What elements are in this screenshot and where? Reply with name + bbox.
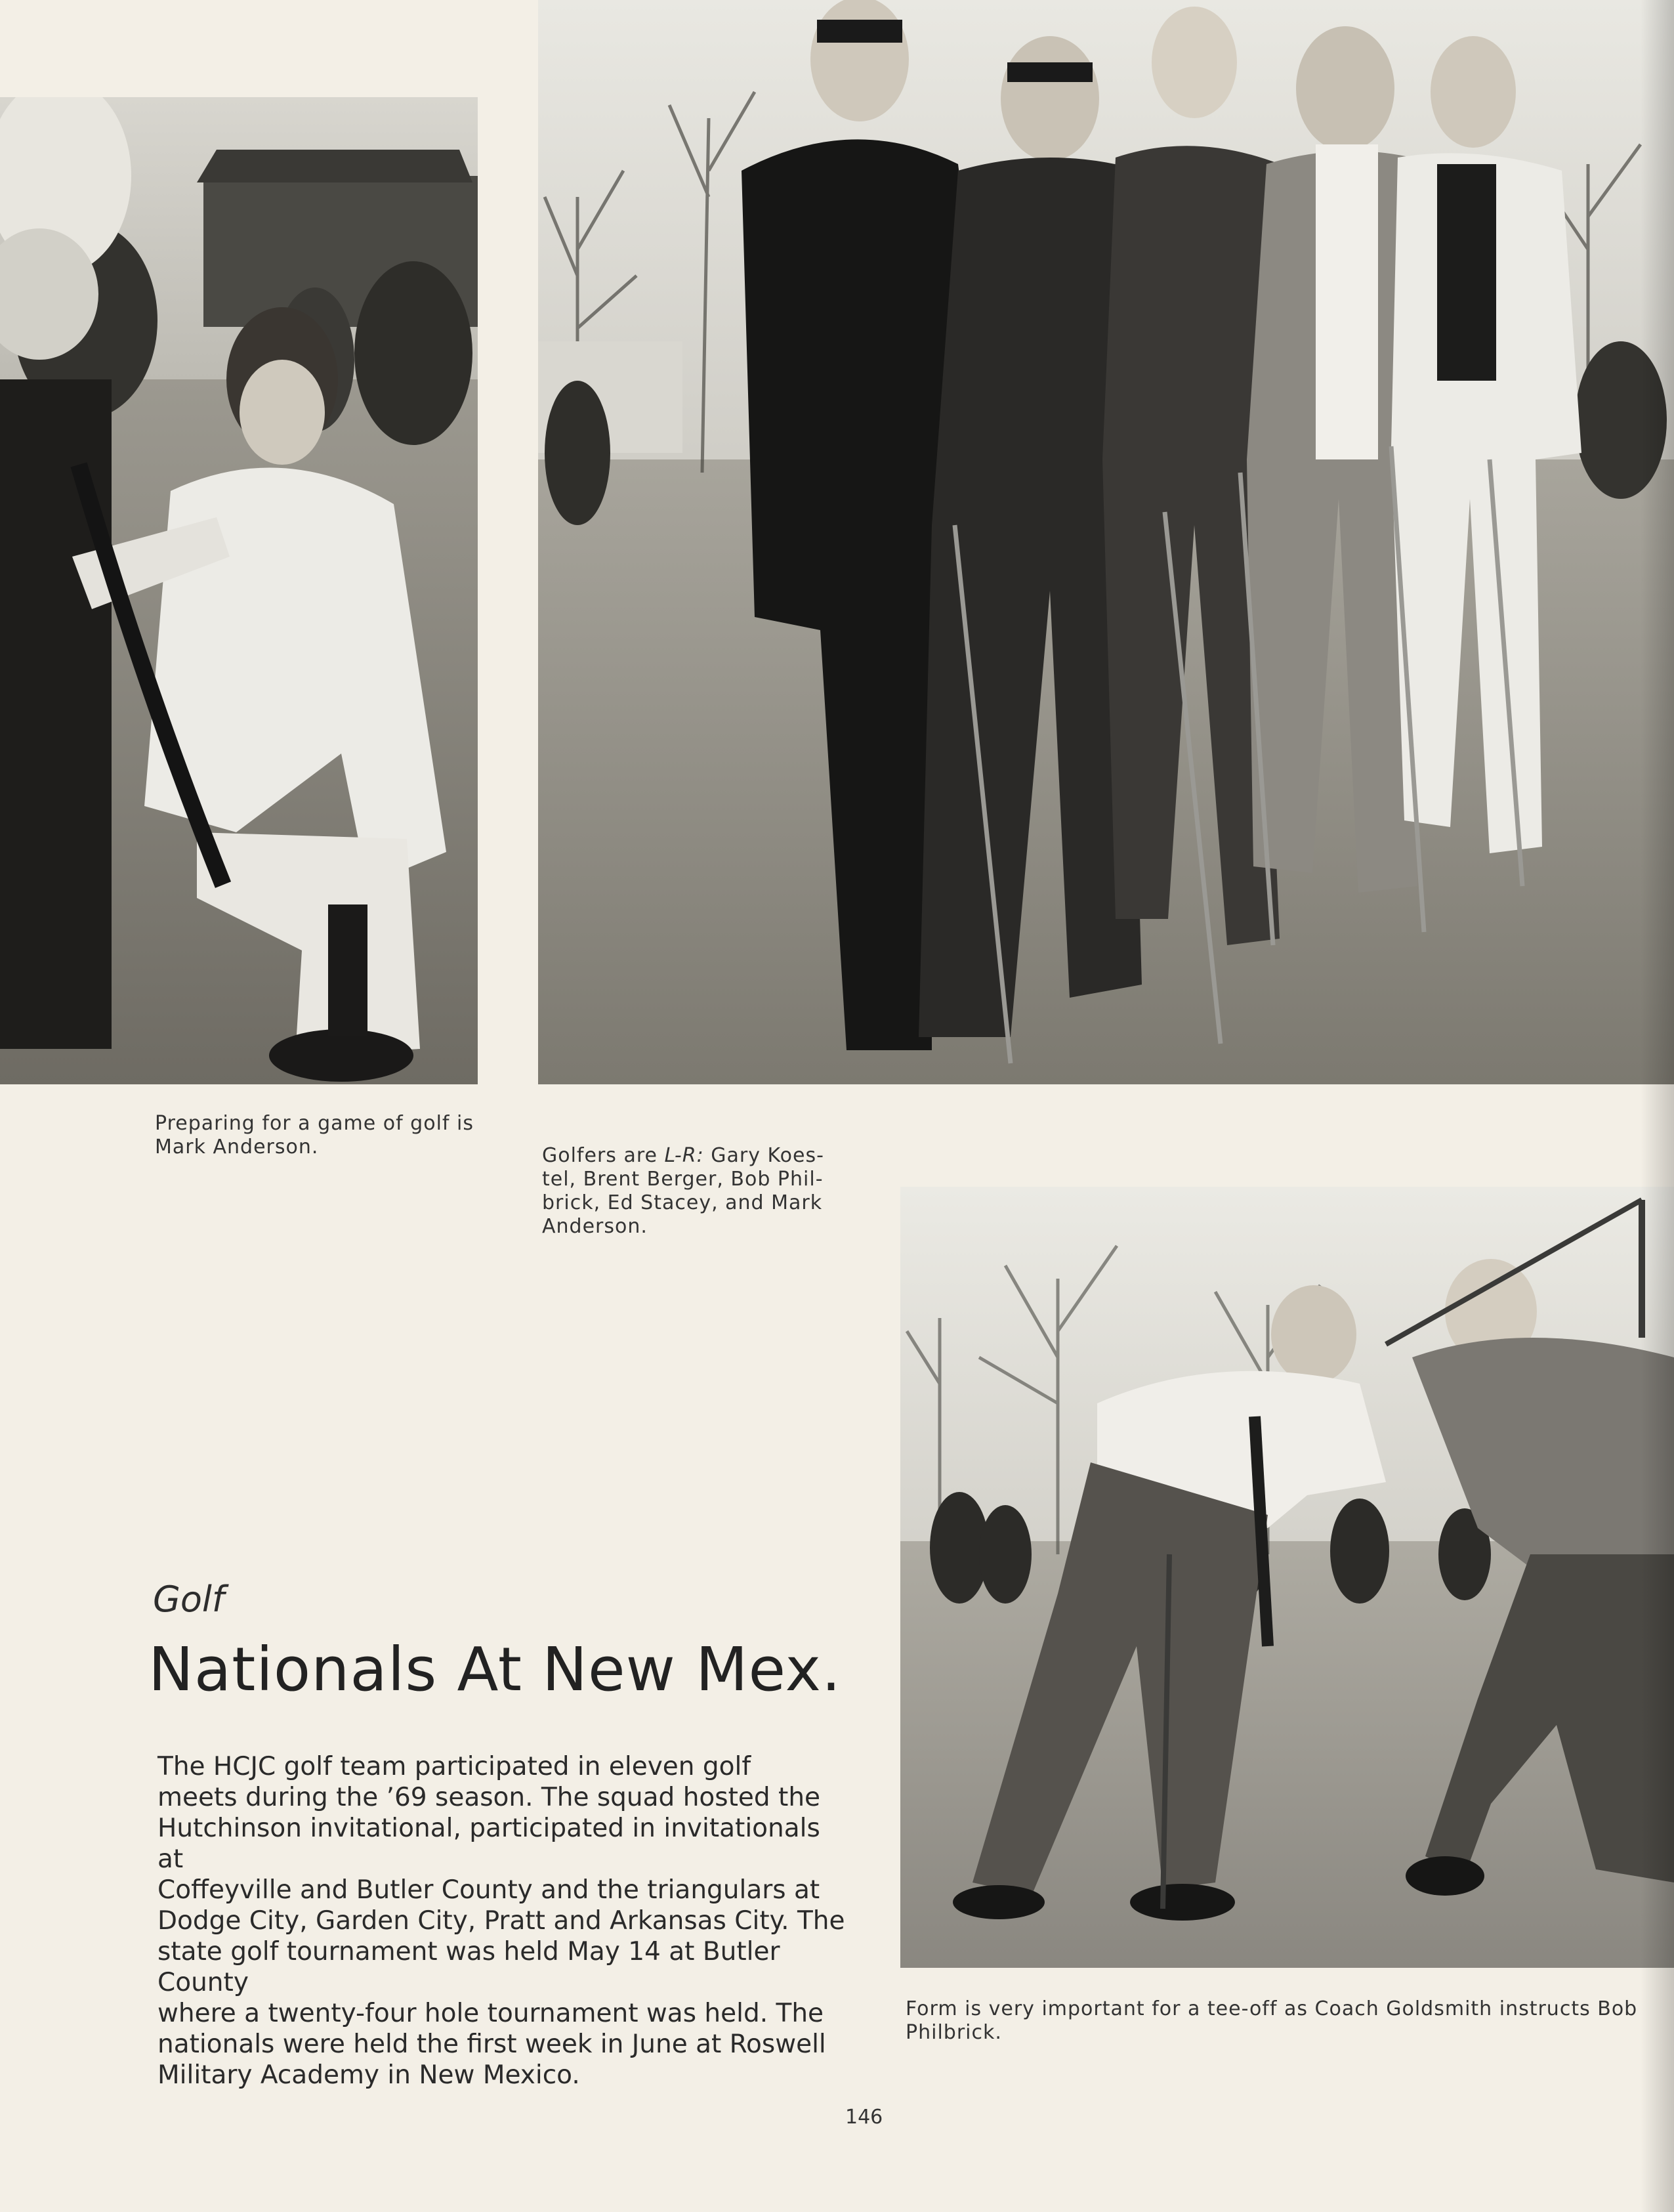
page-number: 146: [845, 2106, 883, 2129]
caption-golfers-prefix: Golfers are: [542, 1144, 665, 1167]
caption-coach-instruction: Form is very important for a tee-off as Coach Goldsmith instructs Bob Philbrick.: [906, 1997, 1638, 2044]
caption-mark-anderson: Preparing for a game of golf is Mark Anderson.: [155, 1112, 474, 1159]
photo-mark-anderson-image: [0, 97, 478, 1084]
photo-coach-instruction-image: [900, 1187, 1674, 1968]
article-body: The HCJC golf team participated in eleven golf meets during the ’69 season. The squad hosted the Hutchinson invitational, participated in invitationals at Coffeyville and Butler County and the triangulars at Dodge City, Garden City, Pratt and Arkansas City. The state golf tournament was held May 14 at Butler County where a twenty-four hole tournament was held. The nationals were held the first week in June at Roswell Military Academy in New Mexico.: [157, 1752, 845, 2090]
section-label: Golf: [153, 1579, 224, 1620]
photo-coach-instruction: [900, 1187, 1674, 1968]
photo-golfers-group-image: [538, 0, 1674, 1084]
headline: Nationals At New Mex.: [148, 1634, 842, 1705]
caption-golfers-names: Gary Koes- tel, Brent Berger, Bob Phil- brick, Ed Stacey, and Mark Anderson.: [542, 1144, 824, 1238]
photo-mark-anderson: [0, 97, 478, 1084]
caption-golfers-group: [542, 1144, 883, 1239]
caption-golfers-lr: L-R:: [664, 1144, 704, 1167]
photo-golfers-group: [538, 0, 1674, 1084]
spine-shadow: [1641, 0, 1674, 2212]
